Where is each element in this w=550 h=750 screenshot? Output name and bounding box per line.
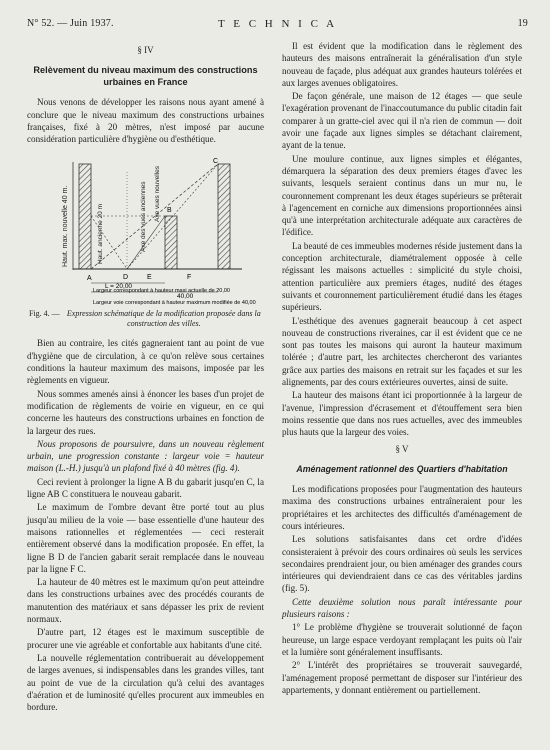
paragraph: Le maximum de l'ombre devant être porté tout au plus jusqu'au milieu de la voie — base essentielle d'une hauteur des maisons rationnelles et réglementées — ceci resterait entièrement observé dans la modification proposée. En effet, la ligne B D de l'ancien gabarit serait remplacée dans le nouveau par la ligne F C. xyxy=(27,502,264,574)
paragraph-italic: Nous proposons de poursuivre, dans un nouveau règlement urbain, une progression constante : largeur voie = hauteur maison (L.-H.) jusqu'à un plafond fixé à 40 mètres (fig. 4). xyxy=(27,438,264,474)
paragraph: Une moulure continue, aux lignes simples et élégantes, démarquera la séparation des deux premiers étages d'avec les suivants, lesquels seraient continus dans un mur nu, le couronnement comprenant les deux étages supérieurs se prêterait à l'agencement en corniche aux dimensions proportionnées ainsi qu'à une interprétation architecturale adéquate aux caractères de l'édifice. xyxy=(282,153,522,238)
paragraph: L'esthétique des avenues gagnerait beaucoup à cet aspect nouveau de constructions riveraines, car il est évident que ce ne sont pas toutes les maisons qui auront la hauteur maximum tolérée ; d'autre part, les architectes chercheront des variantes grâce aux parties des maisons en retrait sur les façades et sur les alignements, par des cours extérieures ouvertes, ainsi de suite. xyxy=(282,315,522,388)
paragraph: La nouvelle réglementation contribuerait au développement de larges avenues, si indispensables dans les grandes villes, tant au point de vue de la circulation qu'à celui des avantages d'aération et de luminosité qu'elles procurent aux immeubles en bordure. xyxy=(27,652,264,713)
paragraph: Les solutions satisfaisantes dans cet ordre d'idées consisteraient à prévoir des cours ordinaires où seuls les services secondaires prendraient jour, ou bien aménager des grandes cours intérieures qui deviendraient dans ce cas des véritables jardins (fig. 5). xyxy=(282,534,522,594)
section-heading: Relèvement du niveau maximum des constructions urbaines en France xyxy=(33,65,258,88)
dim-label-20: L = 20,00 xyxy=(105,283,133,291)
section-number: § V xyxy=(395,443,409,454)
journal-title: T E C H N I C A xyxy=(217,18,338,30)
caption-text: Expression schématique de la modification proposée dans la construction des villes. xyxy=(66,309,261,329)
paragraph: Ceci revient à prolonger la ligne A B du gabarit jusqu'en C, la ligne AB C constituera le nouveau gabarit. xyxy=(27,476,264,500)
paragraph: Il est évident que la modification dans le règlement des hauteurs des maisons entraînerait la généralisation d'un style nouveau de façade, plus adéquat aux grandes hauteurs tolérées et aux larges avenues obligatoires. xyxy=(282,41,522,88)
point-e: E xyxy=(147,274,152,282)
paragraph: De façon générale, une maison de 12 étages — que seule l'exagération provenant de l'inaccoutumance du public citadin fait comparer à un gratte-ciel avec qui il n'a rien de commun — doit avoir une façade aux lignes simples se détachant clairement, ayant de la tenue. xyxy=(282,91,522,151)
building-right xyxy=(218,164,230,269)
building-left xyxy=(79,164,91,269)
figure-caption xyxy=(27,309,264,329)
point-f: F xyxy=(187,274,192,282)
gabarit-diagram xyxy=(27,152,264,307)
note-current-width: Largeur correspondant à hauteur maxi actuelle de 20,00 xyxy=(93,288,230,295)
building-old-height xyxy=(165,216,177,269)
label-new-views: Axe vues nouvelles xyxy=(154,166,161,223)
page-number: 19 xyxy=(517,18,528,29)
paragraph: Bien au contraire, les cités gagneraient tant au point de vue d'hygiène que de circulation, à ce qu'on relève sous certaines conditions la hauteur maximum des maisons, imposée par les règlements en vigueur. xyxy=(27,338,264,386)
label-old-height: Haut. ancienne 20 m xyxy=(97,204,104,265)
label-old-views: Axe des vues anciennes xyxy=(140,182,147,253)
dim-label-40: 40,00 xyxy=(177,293,194,301)
running-header xyxy=(27,18,528,34)
caption-figure-number: Fig. 4. — xyxy=(29,309,60,319)
paragraph: D'autre part, 12 étages est le maximum susceptible de procurer une vie agréable et confortable aux habitants d'une cité. xyxy=(27,627,264,650)
figure-4-diagram xyxy=(27,152,264,307)
note-new-width: Largeur voie correspondant à hauteur maximum modifiée de 40,00 xyxy=(93,300,256,307)
point-b: B xyxy=(167,207,172,215)
issue-label: N° 52. — Juin 1937. xyxy=(27,18,114,29)
paragraph: 1° Le problème d'hygiène se trouverait solutionné de façon heureuse, un large espace verdoyant remplaçant les puits où l'air et la lumière sont généralement insuffisants. xyxy=(282,622,522,657)
paragraph-italic: Cette deuxième solution nous paraît intéressante pour plusieurs raisons : xyxy=(282,596,522,620)
paragraph: Les modifications proposées pour l'augmentation des hauteurs maxima des constructions urbaines entraîneraient pour les propriétaires et les architectes des difficultés d'aménagement de cours intérieures. xyxy=(282,484,522,531)
point-d: D xyxy=(123,274,129,282)
axis-label-new-height: Haut. max. nouvelle 40 m. xyxy=(62,186,69,268)
paragraph: La hauteur de 40 mètres est le maximum qu'on peut atteindre dans les constructions urbaines avec des procédés courants de manutention des matériaux et sans dépasser les prix de revient normaux. xyxy=(27,577,264,625)
paragraph: Nous venons de développer les raisons nous ayant amené à conclure que le niveau maximum des constructions urbaines françaises, fixé à 20 mètres, n'est imposé par aucune considération particulière d'hygiène ou d'esthétique. xyxy=(27,97,264,145)
paragraph: Nous sommes amenés ainsi à énoncer les bases d'un projet de modification de règlements de voirie en vigueur, en ce qui concerne les hauteurs des constructions urbaines en fonction de la largeur des rues. xyxy=(27,388,264,436)
right-column xyxy=(282,40,522,697)
point-c: C xyxy=(213,158,219,166)
paragraph: La hauteur des maisons étant ici proportionnée à la largeur de l'avenue, l'impression d'écrasement et d'étouffement sera bien moins ressentie que dans nos rues actuelles, avec des immeubles plus hauts que la largeur des voies. xyxy=(282,390,522,438)
paragraph: La beauté de ces immeubles modernes réside justement dans la conception architecturale, diamétralement opposée à celle régissant les maisons actuelles : simplicité du style choisi, attention particulière aux premiers étages, nudité des étages suivants et couronnement particulièrement étudié dans les étages supérieurs. xyxy=(282,240,522,313)
point-a: A xyxy=(87,275,92,283)
paragraph: 2° L'intérêt des propriétaires se trouverait sauvegardé, l'aménagement proposé permettant de disposer sur l'intérieur des appartements, y donnant entièrement ou partiellement. xyxy=(282,660,522,695)
section-heading: Aménagement rationnel des Quartiers d'habitation xyxy=(296,463,508,474)
section-number: § IV xyxy=(137,45,154,55)
left-column xyxy=(27,40,264,714)
